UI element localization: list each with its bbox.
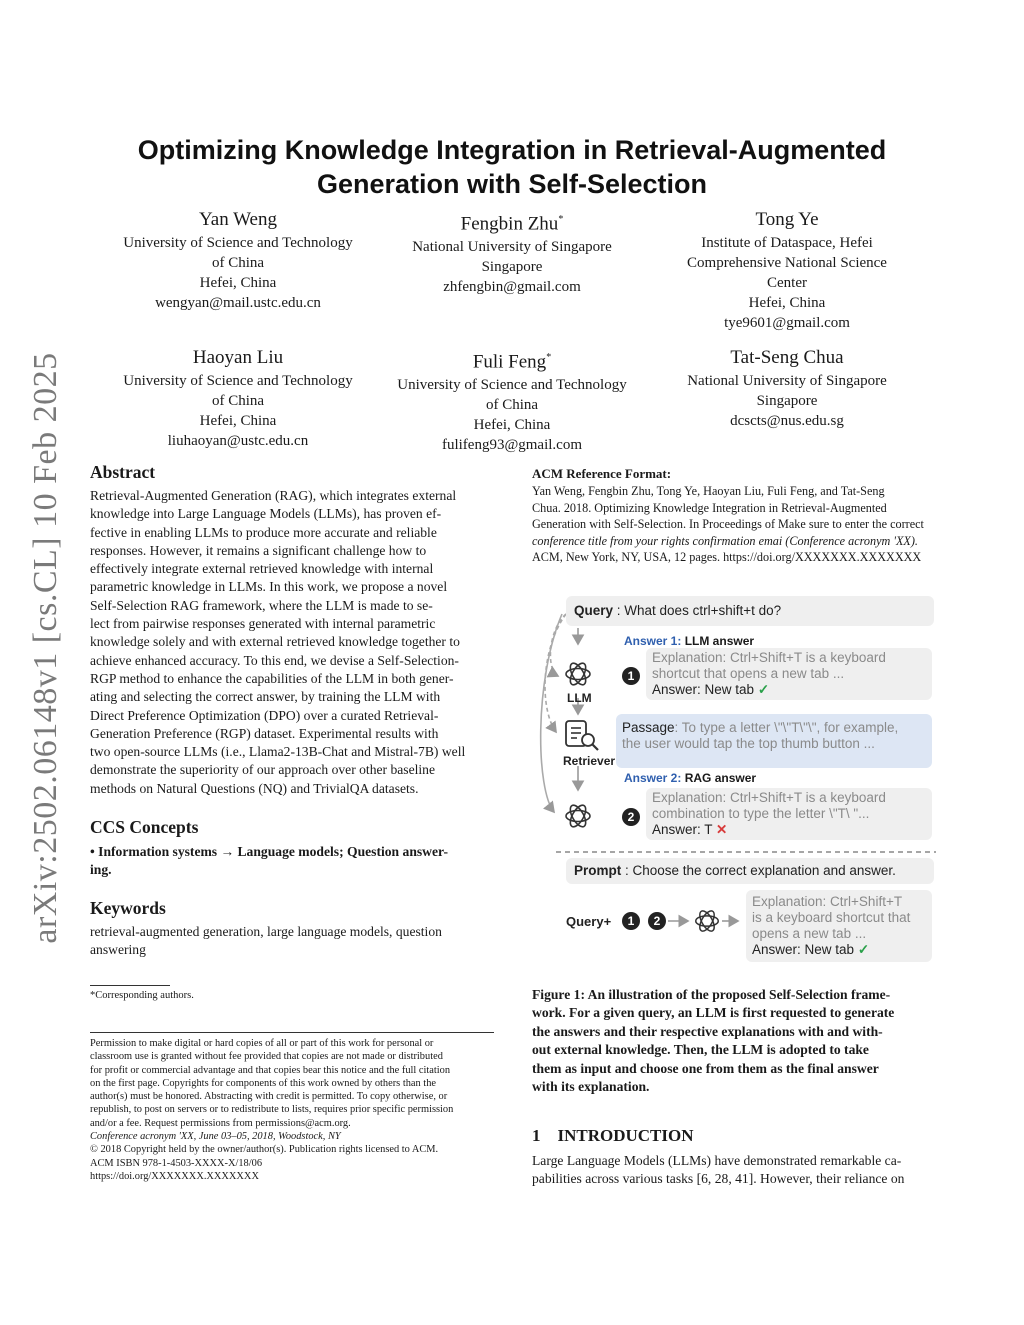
answer1-number: 1	[622, 667, 640, 685]
abstract-line: two open-source LLMs (i.e., Llama2-13B-Chat and Mistral-7B) well	[90, 744, 466, 760]
final-number-2: 2	[648, 912, 666, 930]
openai-llm-icon	[562, 658, 594, 690]
permission-line: classroom use is granted without fee provided that copies are not made or distributed	[90, 1051, 443, 1063]
author-name: Haoyan Liu	[192, 347, 284, 368]
abstract-line: ating and selecting the correct answer, by training the LLM with	[90, 689, 441, 705]
answer1-answer: Answer: New tab	[652, 682, 755, 697]
answer1-title: LLM answer	[681, 634, 755, 648]
final-explanation: is a keyboard shortcut that	[752, 910, 911, 925]
passage-box	[616, 714, 932, 768]
conference-line: Conference acronym 'XX, June 03–05, 2018, Woodstock, NY	[90, 1131, 341, 1143]
query-plus-label: Query+	[566, 914, 612, 929]
final-number-1: 1	[622, 912, 640, 930]
acm-reference-line: Yan Weng, Fengbin Zhu, Tong Ye, Haoyan Liu, Fuli Feng, and Tat-Seng	[532, 484, 885, 498]
keywords-line: answering	[90, 942, 146, 958]
answer2-box	[646, 788, 932, 840]
author-location: Hefei, China	[748, 295, 826, 311]
author-affiliation: University of Science and Technology	[123, 373, 353, 389]
retriever-icon	[562, 718, 602, 754]
arxiv-stamp: arXiv:2502.06148v1 [cs.CL] 10 Feb 2025	[27, 352, 64, 944]
author-affiliation: of China	[211, 393, 265, 409]
author-block	[93, 208, 383, 313]
abstract-line: Generation Preference (RGP) dataset. Experimental results with	[90, 725, 439, 741]
answer2-answer: Answer: T	[652, 822, 713, 837]
keywords-line: retrieval-augmented generation, large language models, question	[90, 924, 442, 939]
author-email: zhfengbin@gmail.com	[443, 279, 581, 296]
caption-line: work. For a given query, an LLM is first requested to generate	[532, 1005, 895, 1021]
author-block	[642, 208, 932, 333]
cross-icon: ✕	[716, 822, 728, 837]
acm-reference-line: conference title from your rights confirmation emai (Conference acronym 'XX).	[532, 533, 918, 548]
abstract-line: effectively integrate external retrieved knowledge with internal	[90, 561, 434, 577]
abstract-heading: Abstract	[90, 462, 156, 482]
abstract-line: fective in enabling LLMs to produce more accurate and reliable	[90, 524, 437, 540]
caption-line: the answers and their respective explanations with and with-	[532, 1023, 883, 1039]
query-text: : What does ctrl+shift+t do?	[613, 603, 782, 618]
author-name: Fengbin Zhu	[460, 213, 559, 235]
permission-line: Permission to make digital or hard copies of all or part of this work for personal or	[90, 1038, 434, 1049]
author-email: tye9601@gmail.com	[724, 315, 850, 331]
acm-reference-line: Chua. 2018. Optimizing Knowledge Integration in Retrieval-Augmented	[532, 500, 887, 515]
answer2-number: 2	[622, 808, 640, 826]
author-location: Singapore	[756, 393, 818, 409]
answer1-box	[646, 648, 932, 700]
ccs-line: • Information systems → Language models; Question answer-	[90, 844, 449, 859]
acm-reference-heading: ACM Reference Format:	[532, 466, 672, 481]
passage-label: Passage	[622, 720, 675, 735]
final-explanation: Explanation: Ctrl+Shift+T	[752, 894, 903, 909]
check-icon: ✓	[757, 682, 770, 697]
permission-block	[90, 1037, 494, 1183]
isbn-line: ACM ISBN 978-1-4503-XXXX-X/18/06	[90, 1157, 263, 1169]
author-location: Hefei, China	[199, 413, 277, 429]
author-email: liuhaoyan@ustc.edu.cn	[167, 433, 309, 449]
prompt-box	[566, 858, 934, 884]
author-affiliation: University of Science and Technology	[397, 377, 627, 394]
check-icon: ✓	[857, 942, 870, 957]
passage-text: the user would tap the top thumb button ...	[622, 736, 875, 751]
abstract-body	[90, 487, 494, 798]
permission-line: author(s) must be honored. Abstracting with credit is permitted. To copy otherwise, or	[90, 1091, 448, 1103]
llm-label: LLM	[567, 691, 592, 705]
corresponding-mark: *	[546, 352, 552, 363]
author-email: fulifeng93@gmail.com	[441, 437, 583, 454]
prompt-text: : Choose the correct explanation and answer.	[621, 863, 896, 878]
permission-line: on the first page. Copyrights for components of this work owned by others than the	[90, 1077, 437, 1089]
figure-caption	[532, 986, 936, 1096]
acm-reference-line: Generation with Self-Selection. In Proceedings of Make sure to enter the correct	[532, 517, 924, 532]
permission-line: republish, to post on servers or to redistribute to lists, requires prior specific permission	[90, 1104, 454, 1116]
author-affiliation: of China	[485, 397, 539, 414]
ccs-heading: CCS Concepts	[90, 817, 199, 837]
introduction-heading: 1 INTRODUCTION	[532, 1126, 694, 1145]
author-affiliation: University of Science and Technology	[123, 235, 353, 251]
footnote-rule	[90, 985, 170, 986]
author-affiliation: National University of Singapore	[412, 239, 612, 256]
prompt-label: Prompt	[574, 863, 622, 878]
introduction-line: Large Language Models (LLMs) have demonstrated remarkable ca-	[532, 1153, 902, 1168]
abstract-line: knowledge solely and with external retrieved knowledge together to	[90, 634, 460, 650]
title-line-1: Optimizing Knowledge Integration in Retrieval-Augmented	[137, 135, 887, 165]
author-block	[642, 346, 932, 431]
author-block	[367, 208, 657, 297]
author-name: Fuli Feng	[472, 351, 547, 373]
introduction-line: pabilities across various tasks [6, 28, 41]. However, their reliance on	[532, 1171, 905, 1187]
abstract-line: RGP method to enhance the capabilities of the LLM in both gener-	[90, 670, 454, 686]
abstract-line: demonstrate the superiority of our approach over other baseline	[90, 762, 436, 778]
author-affiliation: National University of Singapore	[687, 373, 887, 389]
author-block	[93, 346, 383, 451]
author-name: Tong Ye	[755, 209, 819, 230]
ccs-line: ing.	[90, 862, 112, 878]
abstract-line: methods on Natural Questions (NQ) and TrivialQA datasets.	[90, 780, 419, 796]
author-name: Yan Weng	[198, 209, 277, 230]
abstract-line: achieve enhanced accuracy. To this end, we devise a Self-Selection-	[90, 652, 459, 668]
permission-line: and/or a fee. Request permissions from permissions@acm.org.	[90, 1117, 351, 1129]
author-affiliation: Center	[767, 275, 807, 291]
acm-reference-line: ACM, New York, NY, USA, 12 pages. https://doi.org/XXXXXXX.XXXXXXX	[532, 550, 922, 565]
answer2-label: Answer 2:	[624, 771, 682, 785]
caption-line: out external knowledge. Then, the LLM is adopted to take	[532, 1042, 869, 1058]
footnote: *Corresponding authors.	[90, 990, 194, 1001]
author-location: Hefei, China	[473, 417, 551, 434]
abstract-line: responses. However, it remains a significant challenge how to	[90, 542, 427, 558]
openai-llm-icon	[692, 906, 722, 936]
abstract-line: Direct Preference Optimization (DPO) over a curated Retrieval-	[90, 707, 439, 723]
answer2-explanation: Explanation: Ctrl+Shift+T is a keyboard	[652, 790, 886, 805]
answer2-explanation: combination to type the letter \"T\ "...	[652, 806, 870, 821]
caption-line: with its explanation.	[532, 1079, 650, 1095]
title-line-2: Generation with Self-Selection	[316, 169, 708, 199]
figure-self-selection	[532, 590, 936, 970]
author-affiliation: Institute of Dataspace, Hefei	[701, 235, 873, 251]
ccs-text	[90, 843, 494, 880]
final-explanation: opens a new tab ...	[752, 926, 867, 941]
final-answer: Answer: New tab	[752, 942, 855, 957]
abstract-line: parametric knowledge in LLMs. In this work, we propose a novel	[90, 579, 448, 595]
author-email: dcscts@nus.edu.sg	[730, 413, 844, 429]
author-email: wengyan@mail.ustc.edu.cn	[155, 295, 321, 311]
abstract-line: knowledge into Large Language Models (LLMs), has proven ef-	[90, 506, 442, 522]
openai-llm-icon	[562, 800, 594, 832]
keywords-text	[90, 923, 494, 960]
abstract-line: lect from pairwise responses generated with internal parametric	[90, 616, 436, 632]
retriever-label: Retriever	[563, 754, 616, 768]
abstract-line: Self-Selection RAG framework, where the LLM is made to se-	[90, 597, 433, 613]
author-block	[367, 346, 657, 455]
paper-title	[90, 133, 934, 201]
answer1-explanation: shortcut that opens a new tab ...	[652, 666, 845, 681]
answer1-explanation: Explanation: Ctrl+Shift+T is a keyboard	[652, 650, 886, 665]
corresponding-mark: *	[558, 214, 564, 225]
copyright-line: © 2018 Copyright held by the owner/author(s). Publication rights licensed to ACM.	[90, 1144, 439, 1156]
permission-line: for profit or commercial advantage and that copies bear this notice and the full citation	[90, 1064, 451, 1076]
caption-line: Figure 1: An illustration of the proposed Self-Selection frame-	[532, 987, 891, 1002]
author-location: Hefei, China	[199, 275, 277, 291]
query-box	[566, 596, 934, 626]
permission-rule	[90, 1032, 494, 1033]
answer2-header	[624, 771, 756, 785]
acm-reference-text	[532, 483, 936, 566]
doi-link[interactable]: https://doi.org/XXXXXXX.XXXXXXX	[90, 1170, 259, 1182]
passage-text: : To type a letter \"\"T\"\", for example,	[674, 720, 899, 735]
abstract-line: Retrieval-Augmented Generation (RAG), which integrates external	[90, 488, 457, 503]
caption-line: them as input and choose one from them as the final answer	[532, 1060, 879, 1076]
query-label: Query	[574, 603, 614, 618]
author-name: Tat-Seng Chua	[730, 347, 844, 368]
answer1-label: Answer 1:	[624, 634, 682, 648]
keywords-heading: Keywords	[90, 898, 166, 918]
author-affiliation: Comprehensive National Science	[687, 255, 887, 271]
author-location: Singapore	[481, 259, 543, 276]
author-affiliation: of China	[211, 255, 265, 271]
final-answer-box	[746, 890, 932, 962]
answer2-title: RAG answer	[681, 771, 757, 785]
introduction-body	[532, 1152, 936, 1189]
answer1-header	[624, 634, 754, 648]
